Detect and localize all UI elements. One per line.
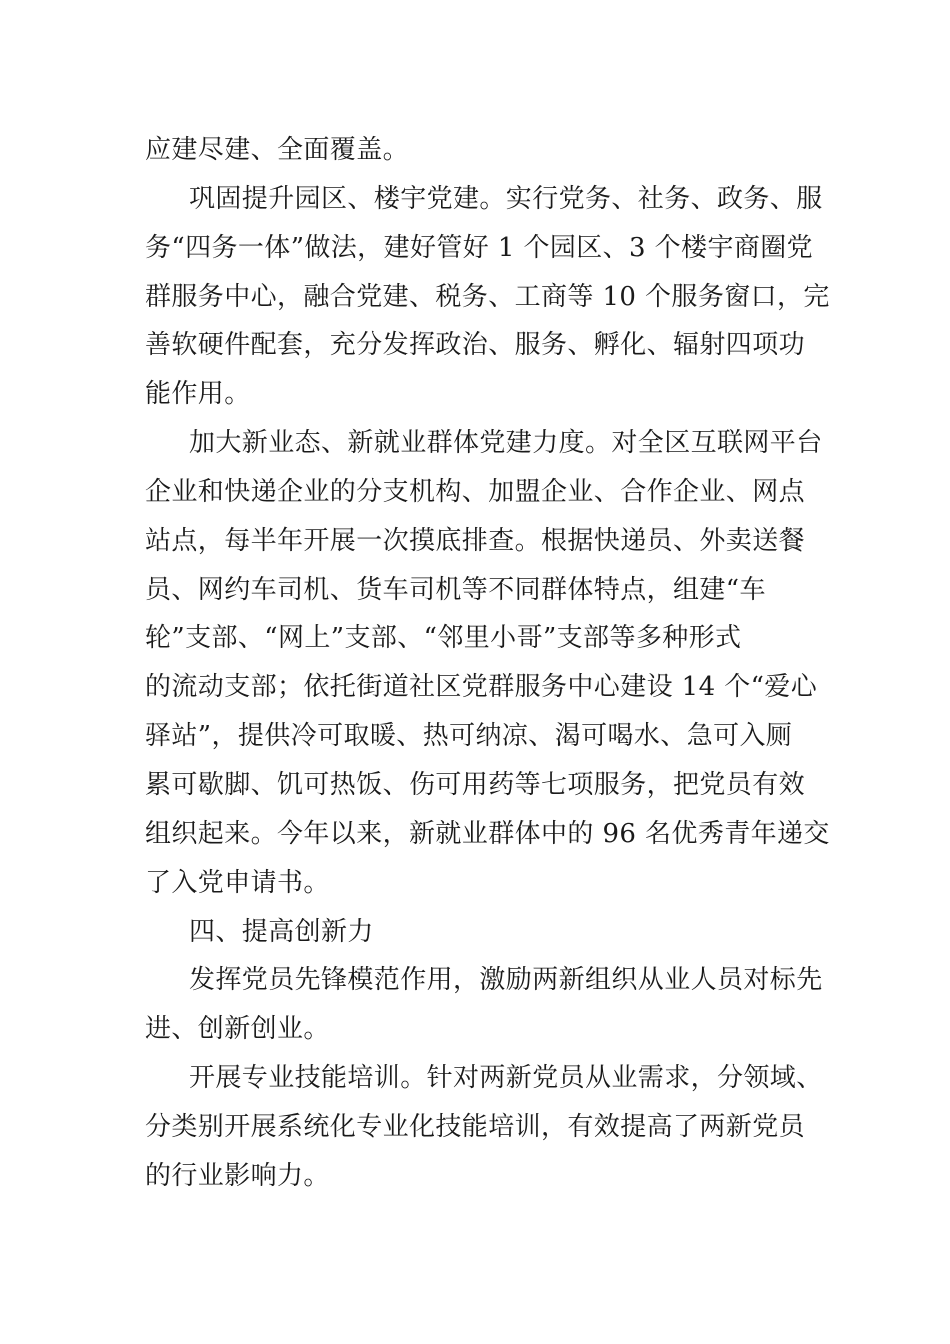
text-line: 轮”支部、“网上”支部、“邻里小哥”支部等多种形式 bbox=[145, 623, 742, 654]
text-line: 的流动支部；依托街道社区党群服务中心建设 14 个“爱心 bbox=[145, 672, 818, 703]
text-line: 巩固提升园区、楼宇党建。实行党务、社务、政务、服 bbox=[189, 183, 823, 214]
text-line: 了入党申请书。 bbox=[145, 867, 330, 898]
text-line: 分类别开展系统化专业化技能培训，有效提高了两新党员 bbox=[145, 1111, 806, 1142]
text-line: 的行业影响力。 bbox=[145, 1160, 330, 1191]
text-line: 累可歇脚、饥可热饭、伤可用药等七项服务，把党员有效 bbox=[145, 769, 806, 800]
text-line: 善软硬件配套，充分发挥政治、服务、孵化、辐射四项功 bbox=[145, 330, 806, 361]
text-line: 群服务中心，融合党建、税务、工商等 10 个服务窗口，完 bbox=[145, 281, 830, 312]
text-line: 进、创新创业。 bbox=[145, 1014, 330, 1045]
body-text bbox=[145, 126, 830, 1201]
text-line: 能作用。 bbox=[145, 379, 251, 410]
text-line: 开展专业技能培训。针对两新党员从业需求，分领域、 bbox=[189, 1063, 823, 1094]
text-line: 员、网约车司机、货车司机等不同群体特点，组建“车 bbox=[145, 574, 766, 605]
section-heading: 四、提高创新力 bbox=[189, 916, 374, 947]
text-line: 驿站”，提供冷可取暖、热可纳凉、渴可喝水、急可入厕 bbox=[145, 721, 793, 752]
text-line: 发挥党员先锋模范作用，激励两新组织从业人员对标先 bbox=[189, 965, 823, 996]
text-line: 站点，每半年开展一次摸底排查。根据快递员、外卖送餐 bbox=[145, 525, 806, 556]
text-line: 加大新业态、新就业群体党建力度。对全区互联网平台 bbox=[189, 428, 823, 459]
text-line: 组织起来。今年以来，新就业群体中的 96 名优秀青年递交 bbox=[145, 818, 830, 849]
text-line: 应建尽建、全面覆盖。 bbox=[145, 135, 410, 165]
text-line: 务“四务一体”做法，建好管好 1 个园区、3 个楼宇商圈党 bbox=[145, 232, 814, 263]
text-line: 企业和快递企业的分支机构、加盟企业、合作企业、网点 bbox=[145, 476, 806, 507]
